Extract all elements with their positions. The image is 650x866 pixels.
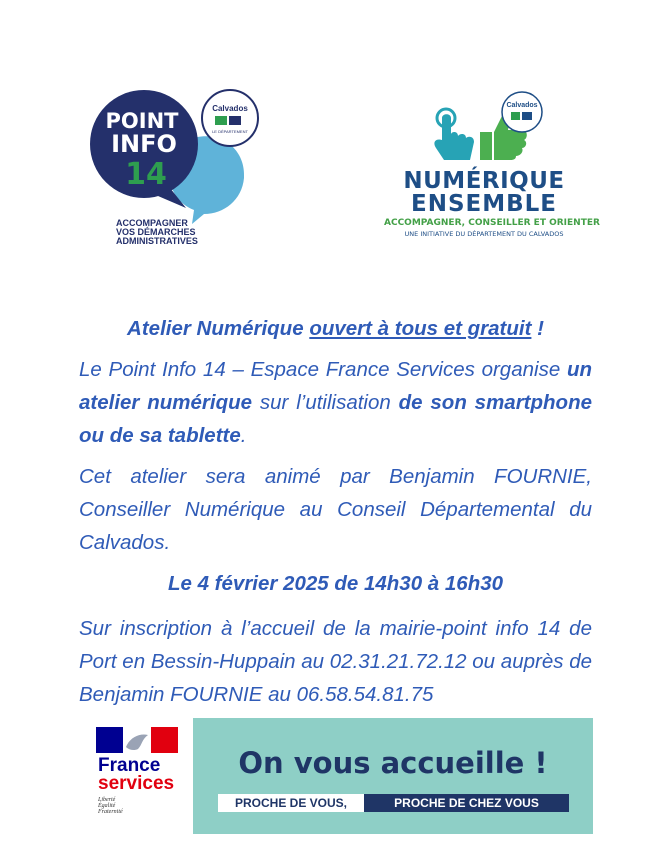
event-date: Le 4 février 2025 de 14h30 à 16h30 [167,572,504,595]
pi-badge-label: Calvados [212,104,248,113]
headline-part-3: ! [531,317,544,340]
banner-title: On vous accueille ! [238,746,548,780]
republic-motto [98,797,138,815]
intro-text-3: . [240,424,247,447]
intro-bold-1: un atelier numérique [79,358,592,414]
motto-3: Fraternité [98,809,123,815]
france-services-logo [92,725,188,825]
pi-caption-2: VOS DÉMARCHES [116,227,196,237]
pi-line3: 14 [125,157,167,192]
france-word: France [98,755,161,776]
pi-caption-3: ADMINISTRATIVES [116,236,198,246]
ne-initiative: UNE INITIATIVE DU DÉPARTEMENT DU CALVADOS [404,230,564,238]
pi-line2: INFO [111,130,177,158]
intro-text-2: sur l’utilisation [252,391,399,414]
paragraph-registration: Sur inscription à l’accueil de la mairie-point info 14 de Port en Bessin-Huppain au 02.31.21.72.12 ou auprès de Benjamin FOURNIE au 06.58.54.81.75 [79,617,592,706]
numerique-ensemble-logo [384,88,600,248]
banner-right-label: PROCHE DE CHEZ VOUS [364,794,569,812]
headline-part-1: Atelier Numérique [127,317,310,340]
banner-subtitle-bar [218,794,569,812]
ne-title-line2: ENSEMBLE [410,191,558,217]
pointing-hand-icon [434,109,474,160]
paragraph-intro [79,353,592,452]
ne-tagline: ACCOMPAGNER, CONSEILLER ET ORIENTER [384,218,600,228]
ne-badge-label: Calvados [506,102,538,109]
marianne-flag-icon [96,727,178,753]
ne-title-line1: NUMÉRIQUE [403,168,565,194]
pi-caption-1: ACCOMPAGNER [116,218,188,228]
intro-text-1: Le Point Info 14 – Espace France Services organise [79,358,567,381]
intro-bold-2: de son smartphone ou de sa tablette [79,391,593,447]
welcome-banner [193,718,593,834]
banner-left-label: PROCHE DE VOUS, [218,794,364,812]
pi-badge-sub: LE DÉPARTEMENT [212,129,248,134]
motto-2: Égalité [98,803,116,809]
pi-line1: POINT [105,109,179,133]
point-info-14-logo [88,88,268,248]
headline-emphasis: ouvert à tous et gratuit [309,317,532,340]
headline [79,312,592,345]
services-word: services [98,773,175,794]
paragraph-animator: Cet atelier sera animé par Benjamin FOURNIE, Conseiller Numérique au Conseil Départemental du Calvados. [79,465,592,554]
motto-1: Liberté [98,797,116,803]
